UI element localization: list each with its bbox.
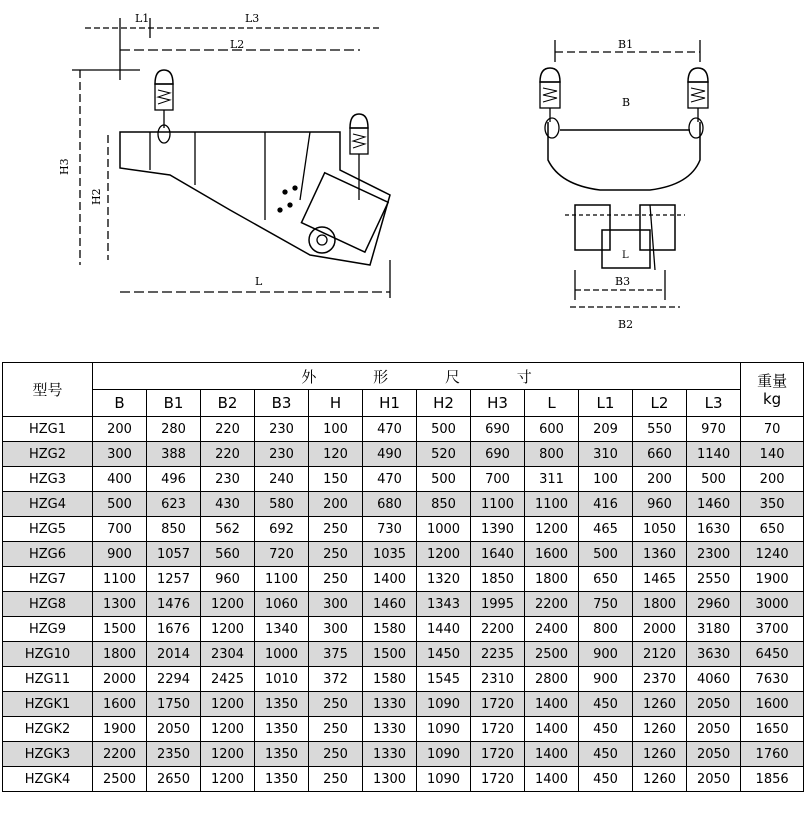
model-cell: HZG9: [3, 617, 93, 642]
value-cell: 310: [579, 442, 633, 467]
value-cell: 900: [579, 642, 633, 667]
value-cell: 550: [633, 417, 687, 442]
value-cell: 680: [363, 492, 417, 517]
table-row: [3, 442, 804, 467]
value-cell: 150: [309, 467, 363, 492]
value-cell: 1000: [417, 517, 471, 542]
value-cell: 250: [309, 542, 363, 567]
value-cell: 496: [147, 467, 201, 492]
value-cell: 1400: [363, 567, 417, 592]
value-cell: 2304: [201, 642, 255, 667]
column-header-l2: L2: [633, 390, 687, 417]
value-cell: 2120: [633, 642, 687, 667]
value-cell: 1600: [93, 692, 147, 717]
dim-h2-label: H2: [90, 188, 103, 205]
table-row: [3, 692, 804, 717]
value-cell: 1465: [633, 567, 687, 592]
specification-table: [2, 362, 804, 792]
model-cell: HZG7: [3, 567, 93, 592]
value-cell: 375: [309, 642, 363, 667]
value-cell: 850: [417, 492, 471, 517]
value-cell: 350: [741, 492, 804, 517]
value-cell: 1260: [633, 767, 687, 792]
value-cell: 2000: [633, 617, 687, 642]
value-cell: 1676: [147, 617, 201, 642]
technical-drawing: [0, 0, 806, 330]
value-cell: 250: [309, 717, 363, 742]
value-cell: 1460: [363, 592, 417, 617]
value-cell: 1200: [201, 692, 255, 717]
value-cell: 500: [579, 542, 633, 567]
value-cell: 1260: [633, 717, 687, 742]
table-row: [3, 717, 804, 742]
value-cell: 1350: [255, 692, 309, 717]
value-cell: 750: [579, 592, 633, 617]
value-cell: 1090: [417, 717, 471, 742]
value-cell: 900: [579, 667, 633, 692]
value-cell: 1060: [255, 592, 309, 617]
value-cell: 1100: [255, 567, 309, 592]
value-cell: 500: [687, 467, 741, 492]
value-cell: 372: [309, 667, 363, 692]
value-cell: 100: [309, 417, 363, 442]
value-cell: 1350: [255, 717, 309, 742]
value-cell: 1240: [741, 542, 804, 567]
value-cell: 2310: [471, 667, 525, 692]
value-cell: 450: [579, 717, 633, 742]
value-cell: 1760: [741, 742, 804, 767]
value-cell: 1100: [471, 492, 525, 517]
value-cell: 470: [363, 467, 417, 492]
value-cell: 1400: [525, 717, 579, 742]
table-row: [3, 667, 804, 692]
value-cell: 450: [579, 692, 633, 717]
value-cell: 1330: [363, 742, 417, 767]
value-cell: 1450: [417, 642, 471, 667]
column-header-h1: H1: [363, 390, 417, 417]
value-cell: 2500: [93, 767, 147, 792]
value-cell: 280: [147, 417, 201, 442]
column-header-l3: L3: [687, 390, 741, 417]
value-cell: 1360: [633, 542, 687, 567]
value-cell: 2200: [93, 742, 147, 767]
value-cell: 1400: [525, 742, 579, 767]
value-cell: 1320: [417, 567, 471, 592]
value-cell: 1090: [417, 742, 471, 767]
value-cell: 300: [93, 442, 147, 467]
value-cell: 230: [255, 442, 309, 467]
value-cell: 1440: [417, 617, 471, 642]
table-row: [3, 617, 804, 642]
column-header-l1: L1: [579, 390, 633, 417]
value-cell: 730: [363, 517, 417, 542]
value-cell: 3180: [687, 617, 741, 642]
value-cell: 1630: [687, 517, 741, 542]
model-cell: HZG1: [3, 417, 93, 442]
table-body: [3, 417, 804, 792]
table-row: [3, 767, 804, 792]
value-cell: 2050: [687, 767, 741, 792]
value-cell: 2014: [147, 642, 201, 667]
table-header: [3, 363, 804, 417]
value-cell: 1600: [525, 542, 579, 567]
value-cell: 2650: [147, 767, 201, 792]
column-header-h2: H2: [417, 390, 471, 417]
value-cell: 3630: [687, 642, 741, 667]
table-row: [3, 542, 804, 567]
group-header-char: 尺: [444, 367, 460, 386]
value-cell: 623: [147, 492, 201, 517]
value-cell: 250: [309, 567, 363, 592]
group-header-char: 形: [373, 367, 389, 386]
value-cell: 220: [201, 442, 255, 467]
value-cell: 800: [579, 617, 633, 642]
value-cell: 1720: [471, 692, 525, 717]
weight-header-unit: kg: [762, 389, 782, 408]
value-cell: 220: [201, 417, 255, 442]
value-cell: 2425: [201, 667, 255, 692]
value-cell: 1257: [147, 567, 201, 592]
value-cell: 1260: [633, 742, 687, 767]
model-cell: HZGK3: [3, 742, 93, 767]
dim-b-label: B: [622, 96, 631, 109]
value-cell: 2550: [687, 567, 741, 592]
value-cell: 250: [309, 692, 363, 717]
model-cell: HZGK2: [3, 717, 93, 742]
value-cell: 580: [255, 492, 309, 517]
model-cell: HZG10: [3, 642, 93, 667]
value-cell: 960: [201, 567, 255, 592]
value-cell: 416: [579, 492, 633, 517]
value-cell: 1600: [741, 692, 804, 717]
value-cell: 1340: [255, 617, 309, 642]
table-row: [3, 467, 804, 492]
value-cell: 1476: [147, 592, 201, 617]
value-cell: 3000: [741, 592, 804, 617]
dim-b2-label: B2: [618, 318, 634, 330]
value-cell: 1750: [147, 692, 201, 717]
value-cell: 1650: [741, 717, 804, 742]
value-cell: 720: [255, 542, 309, 567]
value-cell: 1800: [93, 642, 147, 667]
table-row: [3, 567, 804, 592]
value-cell: 2300: [687, 542, 741, 567]
value-cell: 200: [741, 467, 804, 492]
weight-header: [741, 363, 804, 417]
side-view: [58, 12, 390, 298]
dimension-drawing-svg: [0, 0, 806, 330]
value-cell: 1010: [255, 667, 309, 692]
value-cell: 692: [255, 517, 309, 542]
value-cell: 1090: [417, 692, 471, 717]
value-cell: 1850: [471, 567, 525, 592]
value-cell: 1140: [687, 442, 741, 467]
dim-l3-label: L3: [245, 12, 260, 25]
value-cell: 388: [147, 442, 201, 467]
value-cell: 465: [579, 517, 633, 542]
value-cell: 1200: [417, 542, 471, 567]
table-row: [3, 517, 804, 542]
dim-l2-label: L2: [230, 38, 245, 51]
model-cell: HZGK4: [3, 767, 93, 792]
value-cell: 1720: [471, 767, 525, 792]
value-cell: 2050: [687, 717, 741, 742]
dim-b3-label: B3: [615, 275, 631, 288]
model-cell: HZG2: [3, 442, 93, 467]
value-cell: 450: [579, 767, 633, 792]
value-cell: 1200: [201, 592, 255, 617]
value-cell: 2000: [93, 667, 147, 692]
value-cell: 230: [201, 467, 255, 492]
value-cell: 2960: [687, 592, 741, 617]
column-header-b2: B2: [201, 390, 255, 417]
value-cell: 2200: [471, 617, 525, 642]
value-cell: 4060: [687, 667, 741, 692]
dim-l1-label: L1: [135, 12, 150, 25]
group-header-char: 寸: [516, 367, 532, 386]
value-cell: 600: [525, 417, 579, 442]
model-cell: HZGK1: [3, 692, 93, 717]
dim-l-front-label: L: [622, 250, 629, 261]
value-cell: 1050: [633, 517, 687, 542]
column-header-h3: H3: [471, 390, 525, 417]
front-view: [540, 38, 708, 330]
value-cell: 1343: [417, 592, 471, 617]
value-cell: 1100: [93, 567, 147, 592]
value-cell: 2350: [147, 742, 201, 767]
dim-h3-label: H3: [58, 158, 71, 175]
value-cell: 1090: [417, 767, 471, 792]
value-cell: 700: [471, 467, 525, 492]
dim-l-label: L: [255, 275, 263, 288]
value-cell: 1330: [363, 717, 417, 742]
value-cell: 1400: [525, 767, 579, 792]
value-cell: 1200: [525, 517, 579, 542]
value-cell: 560: [201, 542, 255, 567]
value-cell: 1330: [363, 692, 417, 717]
value-cell: 200: [93, 417, 147, 442]
model-cell: HZG4: [3, 492, 93, 517]
value-cell: 1300: [363, 767, 417, 792]
value-cell: 2050: [687, 742, 741, 767]
value-cell: 490: [363, 442, 417, 467]
value-cell: 2050: [687, 692, 741, 717]
value-cell: 1000: [255, 642, 309, 667]
column-header-l: L: [525, 390, 579, 417]
value-cell: 2050: [147, 717, 201, 742]
value-cell: 1800: [525, 567, 579, 592]
column-header-b1: B1: [147, 390, 201, 417]
value-cell: 2500: [525, 642, 579, 667]
value-cell: 230: [255, 417, 309, 442]
value-cell: 430: [201, 492, 255, 517]
value-cell: 200: [633, 467, 687, 492]
value-cell: 400: [93, 467, 147, 492]
value-cell: 2370: [633, 667, 687, 692]
value-cell: 120: [309, 442, 363, 467]
value-cell: 240: [255, 467, 309, 492]
value-cell: 1200: [201, 617, 255, 642]
dimensions-group-header: [93, 363, 741, 390]
table-row: [3, 742, 804, 767]
value-cell: 1580: [363, 667, 417, 692]
value-cell: 1900: [741, 567, 804, 592]
value-cell: 1390: [471, 517, 525, 542]
value-cell: 500: [417, 467, 471, 492]
table-row: [3, 492, 804, 517]
value-cell: 970: [687, 417, 741, 442]
value-cell: 562: [201, 517, 255, 542]
value-cell: 450: [579, 742, 633, 767]
value-cell: 2294: [147, 667, 201, 692]
value-cell: 690: [471, 417, 525, 442]
value-cell: 800: [525, 442, 579, 467]
column-header-b: B: [93, 390, 147, 417]
value-cell: 1100: [525, 492, 579, 517]
value-cell: 650: [741, 517, 804, 542]
value-cell: 311: [525, 467, 579, 492]
group-header-char: 外: [301, 367, 317, 386]
value-cell: 1460: [687, 492, 741, 517]
model-cell: HZG8: [3, 592, 93, 617]
value-cell: 960: [633, 492, 687, 517]
value-cell: 1035: [363, 542, 417, 567]
value-cell: 2235: [471, 642, 525, 667]
value-cell: 500: [93, 492, 147, 517]
value-cell: 500: [417, 417, 471, 442]
value-cell: 1500: [93, 617, 147, 642]
model-cell: HZG3: [3, 467, 93, 492]
value-cell: 850: [147, 517, 201, 542]
value-cell: 1350: [255, 742, 309, 767]
value-cell: 2200: [525, 592, 579, 617]
value-cell: 690: [471, 442, 525, 467]
model-cell: HZG6: [3, 542, 93, 567]
value-cell: 200: [309, 492, 363, 517]
value-cell: 1900: [93, 717, 147, 742]
value-cell: 1350: [255, 767, 309, 792]
value-cell: 1545: [417, 667, 471, 692]
value-cell: 1300: [93, 592, 147, 617]
value-cell: 2400: [525, 617, 579, 642]
value-cell: 470: [363, 417, 417, 442]
value-cell: 1995: [471, 592, 525, 617]
value-cell: 1720: [471, 742, 525, 767]
value-cell: 900: [93, 542, 147, 567]
value-cell: 700: [93, 517, 147, 542]
value-cell: 660: [633, 442, 687, 467]
value-cell: 1200: [201, 742, 255, 767]
value-cell: 520: [417, 442, 471, 467]
value-cell: 70: [741, 417, 804, 442]
value-cell: 1720: [471, 717, 525, 742]
table-row: [3, 592, 804, 617]
model-cell: HZG5: [3, 517, 93, 542]
value-cell: 1260: [633, 692, 687, 717]
value-cell: 1580: [363, 617, 417, 642]
value-cell: 1200: [201, 767, 255, 792]
value-cell: 3700: [741, 617, 804, 642]
value-cell: 2800: [525, 667, 579, 692]
value-cell: 250: [309, 767, 363, 792]
value-cell: 650: [579, 567, 633, 592]
value-cell: 6450: [741, 642, 804, 667]
value-cell: 250: [309, 742, 363, 767]
value-cell: 1200: [201, 717, 255, 742]
weight-header-label: 重量: [757, 371, 788, 390]
value-cell: 100: [579, 467, 633, 492]
value-cell: 1856: [741, 767, 804, 792]
column-header-h: H: [309, 390, 363, 417]
value-cell: 1400: [525, 692, 579, 717]
value-cell: 7630: [741, 667, 804, 692]
value-cell: 300: [309, 617, 363, 642]
model-cell: HZG11: [3, 667, 93, 692]
model-header: 型号: [3, 363, 93, 417]
value-cell: 1640: [471, 542, 525, 567]
dim-b1-label: B1: [618, 38, 634, 51]
value-cell: 209: [579, 417, 633, 442]
value-cell: 250: [309, 517, 363, 542]
table-row: [3, 417, 804, 442]
value-cell: 140: [741, 442, 804, 467]
column-header-b3: B3: [255, 390, 309, 417]
value-cell: 1800: [633, 592, 687, 617]
value-cell: 1500: [363, 642, 417, 667]
value-cell: 1057: [147, 542, 201, 567]
value-cell: 300: [309, 592, 363, 617]
table-row: [3, 642, 804, 667]
